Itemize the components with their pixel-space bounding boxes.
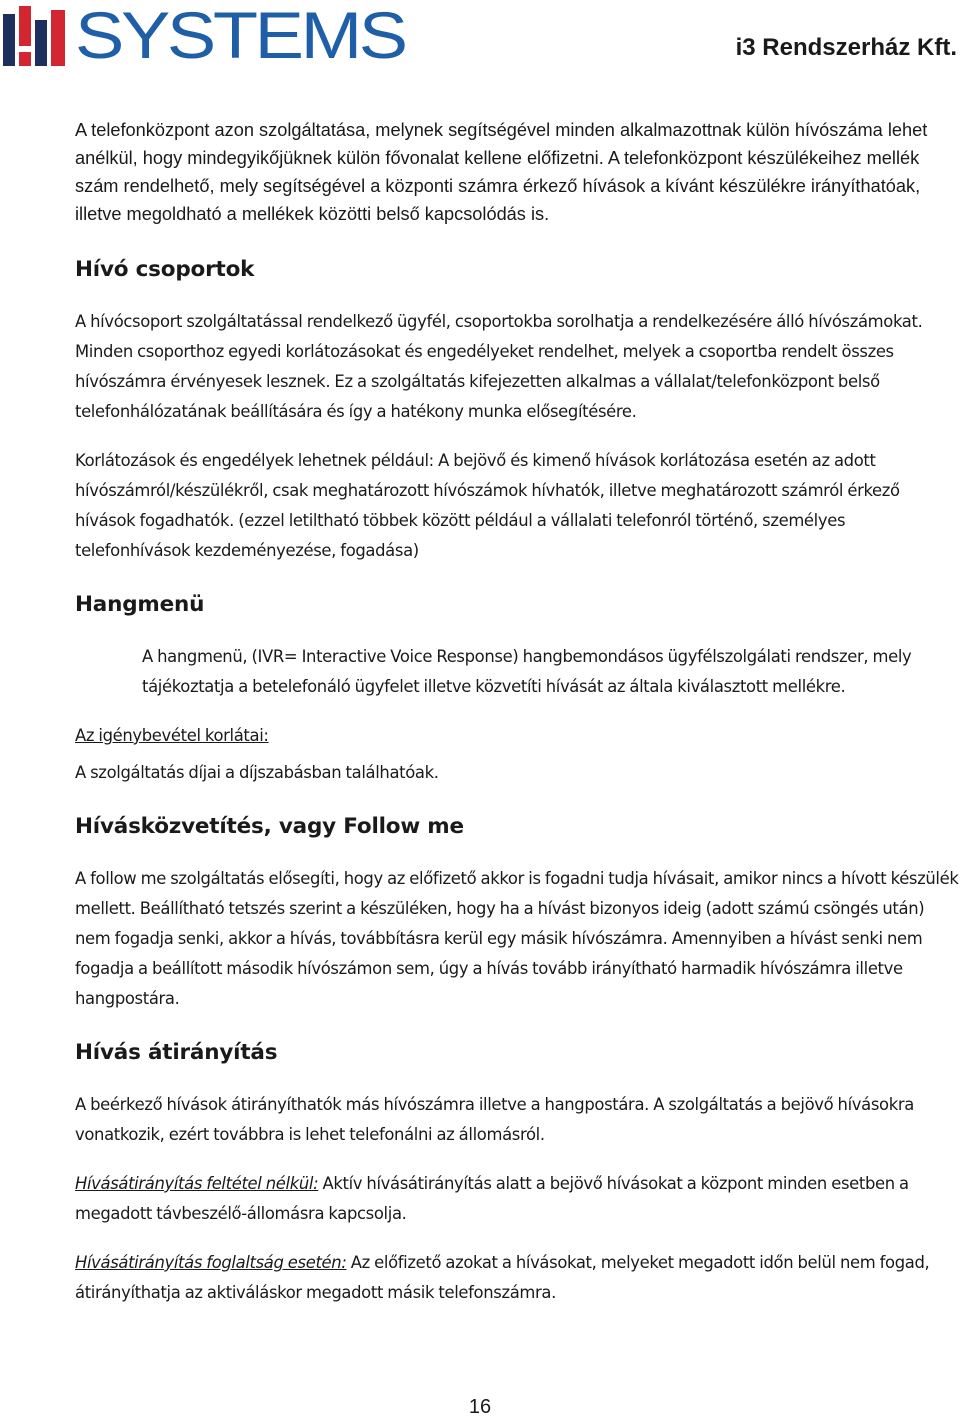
company-name: i3 Rendszerház Kft.: [735, 34, 957, 61]
atiranyitas-cond1: [75, 1169, 960, 1229]
hivo-paragraph-1: A hívócsoport szolgáltatással rendelkező ügyfél, csoportokba sorolhatja a rendelkezésére álló hívószámokat. Minden csoporthoz egyedi korlátozásokat és engedélyeket rendelhet, melyek a csoportba rendelt összes hívószámra érvényesek lesznek. Ez a szolgáltatás kifejezetten alkalmas a vállalat/telefonközpont belső telefonhálózatának beállítására és így a hatékony munka elősegítésére.: [75, 312, 923, 421]
cond1-label: Hívásátirányítás feltétel nélkül:: [75, 1174, 319, 1193]
fees-paragraph: A szolgáltatás díjai a díjszabásban találhatóak.: [75, 763, 439, 782]
heading-hangmenu: Hangmenü: [75, 592, 205, 617]
page-number: 16: [468, 1396, 492, 1418]
logo-wordmark: SYSTEMS: [75, 0, 405, 72]
atiranyitas-cond2: [75, 1248, 960, 1308]
limits-label: Az igénybevétel korlátai:: [75, 726, 269, 745]
company-logo: [3, 0, 405, 72]
hangmenu-paragraph: A hangmenü, (IVR= Interactive Voice Response) hangbemondásos ügyfélszolgálati rendszer, mely tájékoztatja a betelefonáló ügyfelet illetve közvetíti hívását az általa kiválasztott mellékre.: [142, 647, 912, 696]
follow-paragraph: A follow me szolgáltatás elősegíti, hogy az előfizető akkor is fogadni tudja hívásait, amikor nincs a hívott készülék mellett. Beállítható tetszés szerint a készüléken, hogy ha a hívást bizonyos ideig (adott számú csöngés után) nem fogadja senki, akkor a hívás, továbbításra kerül egy másik hívószámra. Amennyiben a hívást senki nem fogadja a beállított második hívószámon sem, úgy a hívás tovább irányítható harmadik hívószámra illetve hangpostára.: [75, 869, 959, 1008]
i3-logo-icon: [3, 6, 71, 66]
page-header: [0, 0, 960, 72]
heading-follow-me: Hívásközvetítés, vagy Follow me: [75, 814, 464, 839]
cond2-text: Az előfizető azokat a hívásokat, melyeket megadott időn belül nem fogad, átirányíthatja az aktiváláskor megadott másik telefonszámra.: [75, 1253, 930, 1302]
atiranyitas-paragraph: A beérkező hívások átirányíthatók más hívószámra illetve a hangpostára. A szolgáltatás a bejövő hívásokra vonatkozik, ezért továbbra is lehet telefonálni az állomásról.: [75, 1095, 914, 1144]
heading-hivas-atiranyitas: Hívás átirányítás: [75, 1040, 278, 1065]
cond1-text: Aktív hívásátirányítás alatt a bejövő hívásokat a központ minden esetben a megadott távbeszélő-állomásra kapcsolja.: [75, 1174, 909, 1223]
document-body: [75, 116, 960, 1308]
hivo-paragraph-2: Korlátozások és engedélyek lehetnek például: A bejövő és kimenő hívások korlátozása esetén az adott hívószámról/készülékről, csak meghatározott hívószámok hívhatók, illetve meghatározott számról érkező hívások fogadhatók. (ezzel letiltható többek között például a vállalati telefonról történő, személyes telefonhívások kezdeményezése, fogadása): [75, 451, 900, 560]
page-footer: [0, 1396, 960, 1419]
heading-hivo-csoportok: Hívó csoportok: [75, 257, 255, 282]
intro-paragraph: A telefonközpont azon szolgáltatása, melynek segítségével minden alkalmazottnak külön hívószáma lehet anélkül, hogy mindegyikőjüknek külön fővonalat kellene előfizetni. A telefonközpont készülékeihez mellék szám rendelhető, mely segítségével a központi számra érkező hívások a kívánt készülékre irányíthatóak, illetve megoldható a mellékek közötti belső kapcsolódás is.: [75, 120, 928, 224]
cond2-label: Hívásátirányítás foglaltság esetén:: [75, 1253, 347, 1272]
